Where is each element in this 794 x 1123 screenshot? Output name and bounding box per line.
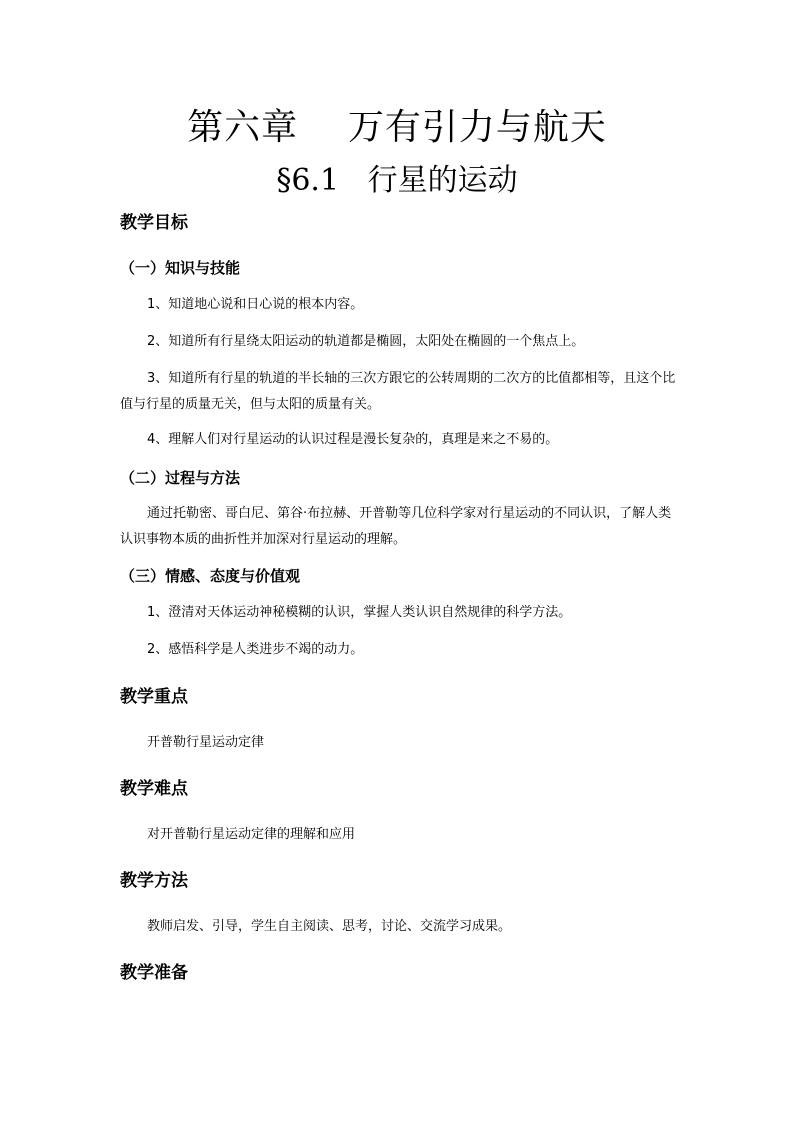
section-title: §6.1 行星的运动: [276, 163, 518, 198]
preparation-heading: 教学准备: [120, 963, 188, 983]
objectives-heading: 教学目标: [120, 213, 188, 233]
knowledge-heading: （一）知识与技能: [120, 259, 241, 277]
difficulty-heading: 教学难点: [120, 779, 188, 799]
key-point-heading: 教学重点: [120, 687, 188, 707]
attitude-heading: （三）情感、态度与价值观: [120, 567, 301, 585]
process-heading: （二）过程与方法: [120, 469, 241, 487]
method-text: 教师启发、引导，学生自主阅读、思考，讨论、交流学习成果。: [147, 919, 512, 934]
method-heading: 教学方法: [120, 871, 188, 891]
knowledge-item-3: 3、知道所有行星的轨道的半长轴的三次方跟它的公转周期的二次方的比值都相等，且这个比值与行星的质量无关，但与太阳的质量有关。: [120, 371, 676, 412]
chapter-title: 第六章 万有引力与航天: [187, 107, 607, 148]
knowledge-item-2: 2、知道所有行星绕太阳运动的轨道都是椭圆，太阳处在椭圆的一个焦点上。: [147, 334, 585, 349]
knowledge-item-1: 1、知道地心说和日心说的根本内容。: [147, 297, 364, 312]
knowledge-item-4: 4、理解人们对行星运动的认识过程是漫长复杂的，真理是来之不易的。: [147, 432, 559, 447]
attitude-item-1: 1、澄清对天体运动神秘模糊的认识，掌握人类认识自然规律的科学方法。: [147, 605, 572, 620]
attitude-item-2: 2、感悟科学是人类进步不竭的动力。: [147, 642, 364, 657]
process-text: 通过托勒密、哥白尼、第谷·布拉赫、开普勒等几位科学家对行星运动的不同认识，了解人类认识事物本质的曲折性并加深对行星运动的理解。: [120, 506, 672, 547]
difficulty-text: 对开普勒行星运动定律的理解和应用: [147, 827, 356, 842]
key-point-text: 开普勒行星运动定律: [147, 735, 265, 750]
